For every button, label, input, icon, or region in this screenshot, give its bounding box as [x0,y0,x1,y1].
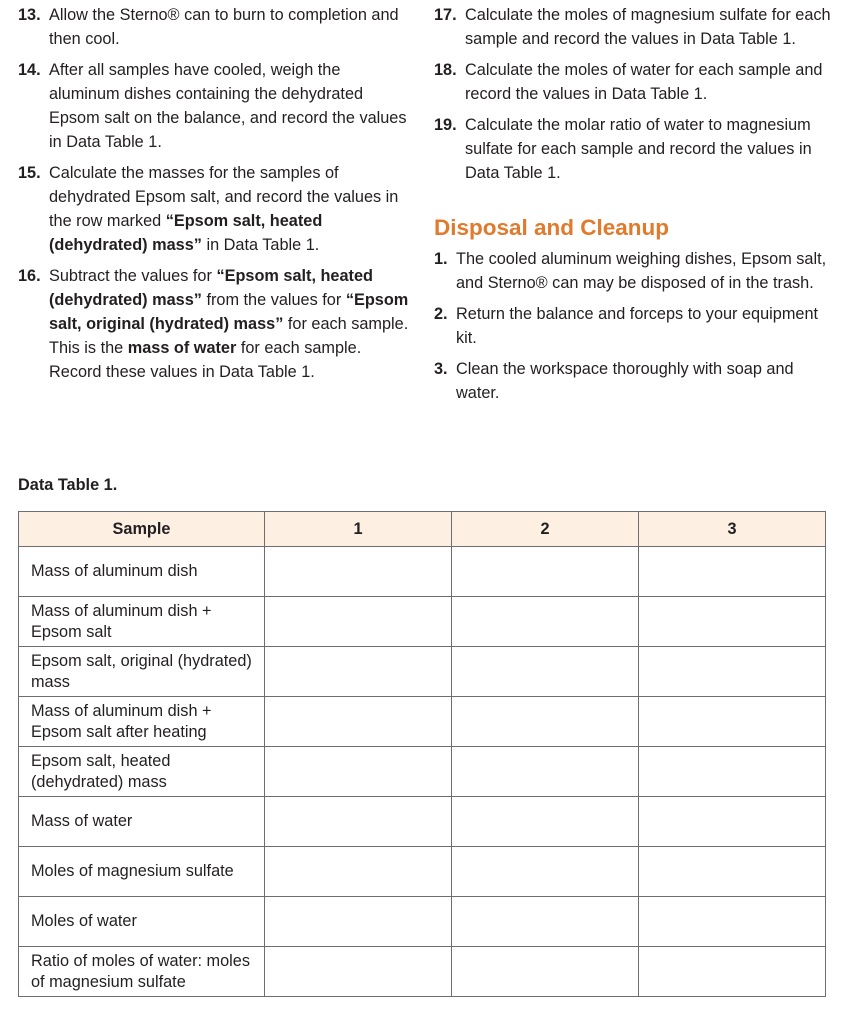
step-number: 16. [18,267,41,285]
table-header-row [19,512,826,547]
data-cell-sample-3[interactable] [639,747,826,797]
step-item [434,357,834,405]
table-row [19,847,826,897]
data-cell-sample-3[interactable] [639,547,826,597]
step-emphasis: “Epsom salt, original (hydrated) mass” [49,291,409,333]
step-emphasis: mass of water [127,339,237,357]
step-item [434,58,834,106]
step-item [434,3,834,51]
step-number: 14. [18,61,41,79]
procedure-steps-right [434,3,834,185]
row-label: Epsom salt, heated (dehydrated) mass [19,747,265,797]
row-label: Epsom salt, original (hydrated) mass [19,647,265,697]
step-text: Return the balance and forceps to your equipment kit. [456,305,819,347]
data-cell-sample-1[interactable] [265,847,452,897]
row-label: Mass of water [19,797,265,847]
data-cell-sample-2[interactable] [452,747,639,797]
step-text: from the values for [201,291,346,309]
step-text: Subtract the values for [49,267,217,285]
data-cell-sample-1[interactable] [265,747,452,797]
table-row [19,747,826,797]
row-label: Moles of water [19,897,265,947]
step-number: 18. [434,61,457,79]
data-cell-sample-1[interactable] [265,947,452,997]
table-title: Data Table 1. [18,476,118,494]
data-cell-sample-1[interactable] [265,697,452,747]
data-cell-sample-3[interactable] [639,797,826,847]
step-item [434,247,834,295]
data-cell-sample-2[interactable] [452,847,639,897]
data-cell-sample-3[interactable] [639,697,826,747]
data-cell-sample-2[interactable] [452,547,639,597]
data-cell-sample-1[interactable] [265,797,452,847]
data-cell-sample-2[interactable] [452,947,639,997]
disposal-heading: Disposal and Cleanup [434,215,670,240]
data-cell-sample-1[interactable] [265,547,452,597]
step-number: 1. [434,250,448,268]
data-cell-sample-1[interactable] [265,897,452,947]
right-column [434,3,834,412]
step-text: for each sample. Record these values in Data Table 1. [49,339,362,381]
step-text: Allow the Sterno® can to burn to completion and then cool. [49,6,399,48]
step-text: in Data Table 1. [201,236,320,254]
procedure-steps-left [18,3,413,384]
step-text: Calculate the masses for the samples of dehydrated Epsom salt, and record the values in the row marked [49,164,399,230]
data-cell-sample-2[interactable] [452,697,639,747]
row-label: Mass of aluminum dish [19,547,265,597]
data-cell-sample-1[interactable] [265,647,452,697]
data-cell-sample-3[interactable] [639,597,826,647]
table-row [19,597,826,647]
data-cell-sample-2[interactable] [452,647,639,697]
data-table-1 [18,511,826,997]
step-text: Calculate the moles of magnesium sulfate for each sample and record the values in Data Table 1. [465,6,831,48]
data-cell-sample-2[interactable] [452,597,639,647]
data-cell-sample-3[interactable] [639,897,826,947]
row-label: Mass of aluminum dish + Epsom salt after heating [19,697,265,747]
table-row [19,647,826,697]
step-item [18,58,413,154]
table-row [19,797,826,847]
step-number: 3. [434,360,448,378]
step-item [434,302,834,350]
step-item [18,264,413,384]
header-sample-3: 3 [639,512,826,547]
row-label: Ratio of moles of water: moles of magnesium sulfate [19,947,265,997]
step-text: After all samples have cooled, weigh the aluminum dishes containing the dehydrated Epsom salt on the balance, and record the values in Data Table 1. [49,61,407,151]
step-item [434,113,834,185]
data-cell-sample-2[interactable] [452,897,639,947]
step-number: 2. [434,305,448,323]
row-label: Moles of magnesium sulfate [19,847,265,897]
step-text: The cooled aluminum weighing dishes, Epsom salt, and Sterno® can may be disposed of in the trash. [456,250,827,292]
table-row [19,897,826,947]
step-item [18,3,413,51]
header-sample-2: 2 [452,512,639,547]
step-number: 19. [434,116,457,134]
step-emphasis: “Epsom salt, heated (dehydrated) mass” [49,212,323,254]
step-text: Clean the workspace thoroughly with soap and water. [456,360,794,402]
table-row [19,547,826,597]
data-cell-sample-3[interactable] [639,847,826,897]
step-number: 13. [18,6,41,24]
step-text: for each sample. This is the [49,315,409,357]
step-text: Calculate the moles of water for each sample and record the values in Data Table 1. [465,61,823,103]
row-label: Mass of aluminum dish + Epsom salt [19,597,265,647]
step-emphasis: “Epsom salt, heated (dehydrated) mass” [49,267,373,309]
data-cell-sample-2[interactable] [452,797,639,847]
data-cell-sample-1[interactable] [265,597,452,647]
data-cell-sample-3[interactable] [639,647,826,697]
table-row [19,947,826,997]
header-sample-1: 1 [265,512,452,547]
step-number: 17. [434,6,457,24]
step-number: 15. [18,164,41,182]
step-text: Calculate the molar ratio of water to magnesium sulfate for each sample and record the values in Data Table 1. [465,116,812,182]
data-cell-sample-3[interactable] [639,947,826,997]
table-row [19,697,826,747]
left-column [18,3,413,391]
disposal-steps [434,247,834,405]
step-item [18,161,413,257]
header-sample: Sample [19,512,265,547]
